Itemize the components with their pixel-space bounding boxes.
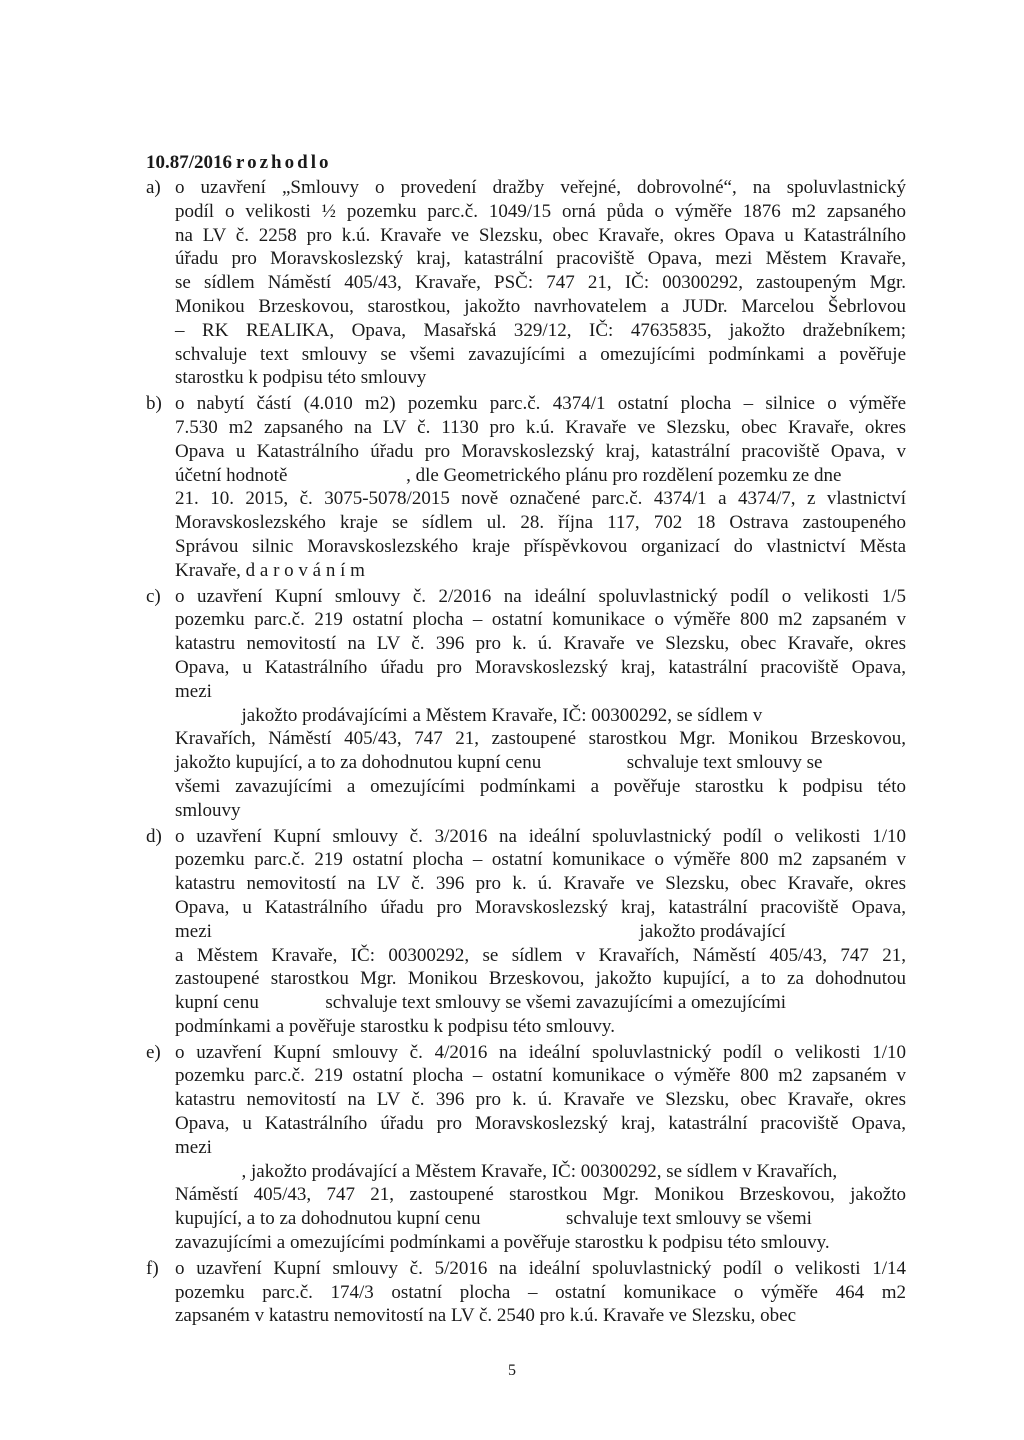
text-line: katastru nemovitostí na LV č. 396 pro k. ú. Kravaře ve Slezsku, obec Kravaře, okres <box>175 633 906 655</box>
text-line: o uzavření Kupní smlouvy č. 2/2016 na ideální spoluvlastnický podíl o velikosti 1/5 <box>175 585 906 607</box>
text-line: zapsaném v katastru nemovitostí na LV č. 2540 pro k.ú. Kravaře ve Slezsku, obec <box>175 1305 797 1327</box>
text-line: Opava, u Katastrálního úřadu pro Moravskoslezský kraj, katastrální pracoviště Opava, <box>175 656 906 678</box>
text-line: o uzavření Kupní smlouvy č. 4/2016 na ideální spoluvlastnický podíl o velikosti 1/10 <box>175 1041 906 1063</box>
resolution-item <box>146 585 906 823</box>
text-line: , jakožto prodávající a Městem Kravaře, IČ: 00300292, se sídlem v Kravařích, <box>175 1160 838 1182</box>
text-line: podmínkami a pověřuje starostku k podpisu této smlouvy. <box>175 1015 615 1037</box>
text-line: mezi <box>175 680 212 702</box>
item-text <box>175 176 906 390</box>
item-marker: e) <box>146 1041 161 1063</box>
text-line: Opava u Katastrálního úřadu pro Moravskoslezský kraj, katastrální pracoviště Opava, v <box>175 440 906 462</box>
resolution-items <box>146 176 906 1328</box>
text-line: jakožto prodávajícími a Městem Kravaře, IČ: 00300292, se sídlem v <box>175 704 763 726</box>
resolution-item <box>146 1041 906 1255</box>
text-line: podíl o velikosti ½ pozemku parc.č. 1049/15 orná půda o výměře 1876 m2 zapsaného <box>175 200 906 222</box>
text-line: mezi <box>175 1136 212 1158</box>
text-line: 21. 10. 2015, č. 3075-5078/2015 nově označené parc.č. 4374/1 a 4374/7, z vlastnictví <box>175 488 906 510</box>
item-text <box>175 392 906 582</box>
item-marker: c) <box>146 585 161 607</box>
resolution-number: 10.87/2016 <box>146 152 233 173</box>
text-line: se sídlem Náměstí 405/43, Kravaře, PSČ: 747 21, IČ: 00300292, zastoupeným Mgr. <box>175 272 906 294</box>
text-line: o uzavření Kupní smlouvy č. 5/2016 na ideální spoluvlastnický podíl o velikosti 1/14 <box>175 1257 906 1279</box>
text-line: pozemku parc.č. 219 ostatní plocha – ostatní komunikace o výměře 800 m2 zapsaném v <box>175 609 906 631</box>
text-line: a Městem Kravaře, IČ: 00300292, se sídlem v Kravařích, Náměstí 405/43, 747 21, <box>175 944 906 966</box>
resolution-word: rozhodlo <box>236 152 332 173</box>
text-line: pozemku parc.č. 219 ostatní plocha – ostatní komunikace o výměře 800 m2 zapsaném v <box>175 1065 906 1087</box>
text-line: Moravskoslezského kraje se sídlem ul. 28. října 117, 702 18 Ostrava zastoupeného <box>175 512 906 534</box>
text-line: 7.530 m2 zapsaného na LV č. 1130 pro k.ú. Kravaře ve Slezsku, obec Kravaře, okres <box>175 416 906 438</box>
text-line: jakožto kupující, a to za dohodnutou kupní cenu schvaluje text smlouvy se <box>175 752 823 774</box>
item-text <box>175 825 906 1039</box>
text-line: zastoupené starostkou Mgr. Monikou Brzeskovou, jakožto kupující, a to za dohodnutou <box>175 968 906 990</box>
item-marker: f) <box>146 1257 159 1279</box>
text-line: Monikou Brzeskovou, starostkou, jakožto navrhovatelem a JUDr. Marcelou Šebrlovou <box>175 295 906 317</box>
text-line: Opava, u Katastrálního úřadu pro Moravskoslezský kraj, katastrální pracoviště Opava, <box>175 896 906 918</box>
resolution-item <box>146 176 906 390</box>
text-line: katastru nemovitostí na LV č. 396 pro k. ú. Kravaře ve Slezsku, obec Kravaře, okres <box>175 873 906 895</box>
text-line: účetní hodnotě , dle Geometrického plánu pro rozdělení pozemku ze dne <box>175 464 842 486</box>
text-line: Opava, u Katastrálního úřadu pro Moravskoslezský kraj, katastrální pracoviště Opava, <box>175 1113 906 1135</box>
text-line: pozemku parc.č. 174/3 ostatní plocha – ostatní komunikace o výměře 464 m2 <box>175 1281 906 1303</box>
text-line: zavazujícími a omezujícími podmínkami a pověřuje starostku k podpisu této smlouvy. <box>175 1232 830 1254</box>
text-line: úřadu pro Moravskoslezský kraj, katastrální pracoviště Opava, mezi Městem Kravaře, <box>175 248 906 270</box>
text-line: Náměstí 405/43, 747 21, zastoupené starostkou Mgr. Monikou Brzeskovou, jakožto <box>175 1184 906 1206</box>
item-text <box>175 1257 906 1328</box>
item-marker: d) <box>146 825 162 847</box>
item-marker: b) <box>146 393 162 415</box>
text-line: Správou silnic Moravskoslezského kraje příspěvkovou organizací do vlastnictví Města <box>175 535 906 557</box>
text-line: všemi zavazujícími a omezujícími podmínkami a pověřuje starostku k podpisu této <box>175 775 906 797</box>
text-line: – RK REALIKA, Opava, Masařská 329/12, IČ: 47635835, jakožto dražebníkem; <box>175 319 906 341</box>
text-line: starostku k podpisu této smlouvy <box>175 367 427 389</box>
resolution-item <box>146 392 906 582</box>
text-line: o nabytí částí (4.010 m2) pozemku parc.č. 4374/1 ostatní plocha – silnice o výměře <box>175 393 906 415</box>
text-line: smlouvy <box>175 799 241 821</box>
text-line: kupující, a to za dohodnutou kupní cenu schvaluje text smlouvy se všemi <box>175 1208 812 1230</box>
text-line: Kravaře, d a r o v á n í m <box>175 559 365 581</box>
resolution-item <box>146 1257 906 1328</box>
resolution-heading <box>146 152 331 174</box>
text-line: Kravařích, Náměstí 405/43, 747 21, zastoupené starostkou Mgr. Monikou Brzeskovou, <box>175 728 906 750</box>
text-line: o uzavření Kupní smlouvy č. 3/2016 na ideální spoluvlastnický podíl o velikosti 1/10 <box>175 825 906 847</box>
item-marker: a) <box>146 177 161 198</box>
text-line: schvaluje text smlouvy se všemi zavazujícími a omezujícími podmínkami a pověřuje <box>175 343 906 365</box>
item-text <box>175 585 906 823</box>
text-line: o uzavření „Smlouvy o provedení dražby veřejné, dobrovolné“, na spoluvlastnický <box>175 177 906 198</box>
page-number: 5 <box>508 1362 516 1379</box>
text-line: na LV č. 2258 pro k.ú. Kravaře ve Slezsku, obec Kravaře, okres Opava u Katastrálního <box>175 224 906 246</box>
item-text <box>175 1041 906 1255</box>
resolution-item <box>146 825 906 1039</box>
text-line: pozemku parc.č. 219 ostatní plocha – ostatní komunikace o výměře 800 m2 zapsaném v <box>175 849 906 871</box>
text-line: katastru nemovitostí na LV č. 396 pro k. ú. Kravaře ve Slezsku, obec Kravaře, okres <box>175 1089 906 1111</box>
text-line: mezi jakožto prodávající <box>175 920 786 942</box>
text-line: kupní cenu schvaluje text smlouvy se všemi zavazujícími a omezujícími <box>175 992 787 1014</box>
